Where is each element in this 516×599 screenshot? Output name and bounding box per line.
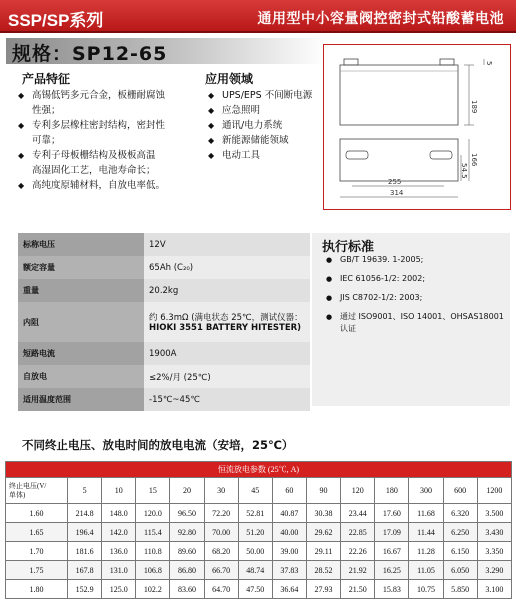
applications-title: 应用领域	[205, 72, 254, 86]
time-header: 10	[102, 478, 136, 504]
applications-list	[208, 88, 323, 163]
application-item: ◆ UPS/EPS 不间断电源	[208, 88, 323, 103]
application-item: ◆ 电动工具	[208, 148, 323, 163]
time-row	[6, 478, 512, 504]
feature-item: ◆ 高纯度原辅材料，自放电率低。	[18, 178, 198, 193]
current-cell: 11.68	[409, 504, 443, 523]
current-cell: 23.44	[341, 504, 375, 523]
current-cell: 64.70	[204, 580, 238, 599]
standards-title: 执行标准	[322, 240, 375, 255]
current-cell: 30.38	[306, 504, 340, 523]
discharge-row	[6, 542, 512, 561]
model-label: 规格：SP12-65	[12, 43, 168, 65]
current-cell: 68.20	[204, 542, 238, 561]
application-item: ◆ 新能源储能领域	[208, 133, 323, 148]
current-cell: 115.4	[136, 523, 170, 542]
current-cell: 102.2	[136, 580, 170, 599]
current-cell: 72.20	[204, 504, 238, 523]
current-cell: 6.050	[443, 561, 477, 580]
current-cell: 131.0	[102, 561, 136, 580]
current-cell: 16.25	[375, 561, 409, 580]
discharge-row	[6, 504, 512, 523]
spec-row	[18, 233, 310, 256]
spec-value: ≤2%/月 (25℃)	[144, 365, 310, 388]
header-bar	[0, 0, 516, 33]
standard-item: ● JIS C8702-1/2: 2003;	[326, 292, 504, 304]
spec-key: 内阻	[18, 302, 144, 342]
spec-value: -15℃~45℃	[144, 388, 310, 411]
current-cell: 6.320	[443, 504, 477, 523]
current-cell: 15.83	[375, 580, 409, 599]
model-banner	[6, 38, 326, 64]
spec-row	[18, 279, 310, 302]
discharge-row	[6, 523, 512, 542]
time-header: 60	[272, 478, 306, 504]
spec-row	[18, 365, 310, 388]
current-cell: 40.87	[272, 504, 306, 523]
feature-item: ◆ 专利多层橡柱密封结构，密封性 可靠；	[18, 118, 198, 148]
discharge-header-row	[6, 462, 512, 478]
features-list	[18, 88, 198, 193]
application-item: ◆ 通讯/电力系统	[208, 118, 323, 133]
discharge-title: 不同终止电压、放电时间的放电电流（安培，25℃）	[22, 438, 294, 452]
current-cell: 36.64	[272, 580, 306, 599]
current-cell: 28.52	[306, 561, 340, 580]
current-cell: 3.290	[477, 561, 511, 580]
spec-value: 20.2kg	[144, 279, 310, 302]
series-title: SSP/SP系列	[8, 11, 104, 30]
current-cell: 92.80	[170, 523, 204, 542]
current-cell: 29.62	[306, 523, 340, 542]
current-cell: 148.0	[102, 504, 136, 523]
discharge-row	[6, 561, 512, 580]
current-cell: 70.00	[204, 523, 238, 542]
spec-value: 约 6.3mΩ (满电状态 25℃，测试仪器： HIOKI 3551 BATTERY HITESTER)	[144, 302, 310, 342]
product-slogan: 通用型中小容量阀控密封式铅酸蓄电池	[257, 11, 504, 27]
standard-item: ● GB/T 19639. 1-2005;	[326, 254, 504, 266]
current-cell: 29.11	[306, 542, 340, 561]
current-cell: 37.83	[272, 561, 306, 580]
spec-key: 短路电流	[18, 342, 144, 365]
time-header: 20	[170, 478, 204, 504]
spec-value: 12V	[144, 233, 310, 256]
current-cell: 48.74	[238, 561, 272, 580]
spec-row	[18, 256, 310, 279]
current-cell: 214.8	[68, 504, 102, 523]
current-cell: 21.50	[341, 580, 375, 599]
voltage-cell: 1.60	[6, 504, 68, 523]
current-cell: 40.00	[272, 523, 306, 542]
dimension-drawing	[323, 44, 511, 210]
current-cell: 10.75	[409, 580, 443, 599]
discharge-table	[5, 461, 512, 599]
current-cell: 125.0	[102, 580, 136, 599]
current-cell: 120.0	[136, 504, 170, 523]
current-cell: 22.85	[341, 523, 375, 542]
current-cell: 17.60	[375, 504, 409, 523]
spec-value: 1900A	[144, 342, 310, 365]
current-cell: 11.05	[409, 561, 443, 580]
standards-list	[326, 254, 504, 342]
current-cell: 83.60	[170, 580, 204, 599]
current-cell: 136.0	[102, 542, 136, 561]
current-cell: 39.00	[272, 542, 306, 561]
dim-width: 314	[390, 189, 404, 197]
spec-key: 标称电压	[18, 233, 144, 256]
standard-item: ● 通过 ISO9001、ISO 14001、OHSAS18001 认证	[326, 311, 504, 335]
spec-row	[18, 342, 310, 365]
standards-panel	[312, 233, 510, 406]
current-cell: 152.9	[68, 580, 102, 599]
spec-row	[18, 302, 310, 342]
current-cell: 3.350	[477, 542, 511, 561]
discharge-header: 恒流放电参数 (25℃, A)	[6, 462, 512, 478]
voltage-cell: 1.65	[6, 523, 68, 542]
spec-key: 自放电	[18, 365, 144, 388]
voltage-cell: 1.75	[6, 561, 68, 580]
time-header: 30	[204, 478, 238, 504]
time-header: 45	[238, 478, 272, 504]
dim-terminal: 5	[485, 61, 493, 66]
current-cell: 66.70	[204, 561, 238, 580]
current-cell: 11.44	[409, 523, 443, 542]
spec-key: 适用温度范围	[18, 388, 144, 411]
spec-row	[18, 388, 310, 411]
current-cell: 196.4	[68, 523, 102, 542]
current-cell: 27.93	[306, 580, 340, 599]
time-header: 600	[443, 478, 477, 504]
dim-inner-width: 255	[388, 178, 402, 186]
current-cell: 52.81	[238, 504, 272, 523]
current-cell: 110.8	[136, 542, 170, 561]
current-cell: 50.00	[238, 542, 272, 561]
spec-key: 重量	[18, 279, 144, 302]
current-cell: 6.250	[443, 523, 477, 542]
spec-value: 65Ah (C₂₀)	[144, 256, 310, 279]
features-title: 产品特征	[22, 72, 71, 86]
time-header: 120	[341, 478, 375, 504]
spec-table	[18, 233, 310, 411]
current-cell: 11.28	[409, 542, 443, 561]
current-cell: 21.92	[341, 561, 375, 580]
current-cell: 6.150	[443, 542, 477, 561]
current-cell: 167.8	[68, 561, 102, 580]
time-header: 15	[136, 478, 170, 504]
feature-item: ◆ 高锡低钙多元合金，板栅耐腐蚀 性强；	[18, 88, 198, 118]
current-cell: 181.6	[68, 542, 102, 561]
current-cell: 3.500	[477, 504, 511, 523]
current-cell: 17.09	[375, 523, 409, 542]
current-cell: 16.67	[375, 542, 409, 561]
time-header: 90	[306, 478, 340, 504]
application-item: ◆ 应急照明	[208, 103, 323, 118]
feature-item: ◆ 专利子母板栅结构及极板高温 高湿固化工艺，电池寿命长；	[18, 148, 198, 178]
current-cell: 142.0	[102, 523, 136, 542]
dim-total-height: 166	[470, 153, 478, 167]
voltage-cell: 1.80	[6, 580, 68, 599]
time-header: 5	[68, 478, 102, 504]
current-cell: 22.26	[341, 542, 375, 561]
current-cell: 51.20	[238, 523, 272, 542]
discharge-row	[6, 580, 512, 599]
dim-inner: 54.5	[460, 163, 468, 179]
voltage-corner: 终止电压(V/ 单体)	[6, 478, 68, 504]
dim-height: 189	[470, 100, 478, 114]
current-cell: 3.430	[477, 523, 511, 542]
spec-key: 额定容量	[18, 256, 144, 279]
current-cell: 89.60	[170, 542, 204, 561]
current-cell: 3.100	[477, 580, 511, 599]
current-cell: 106.8	[136, 561, 170, 580]
current-cell: 5.850	[443, 580, 477, 599]
voltage-cell: 1.70	[6, 542, 68, 561]
time-header: 300	[409, 478, 443, 504]
time-header: 180	[375, 478, 409, 504]
battery-outline-svg	[324, 45, 509, 208]
current-cell: 86.80	[170, 561, 204, 580]
standard-item: ● IEC 61056-1/2: 2002;	[326, 273, 504, 285]
time-header: 1200	[477, 478, 511, 504]
current-cell: 47.50	[238, 580, 272, 599]
current-cell: 96.50	[170, 504, 204, 523]
